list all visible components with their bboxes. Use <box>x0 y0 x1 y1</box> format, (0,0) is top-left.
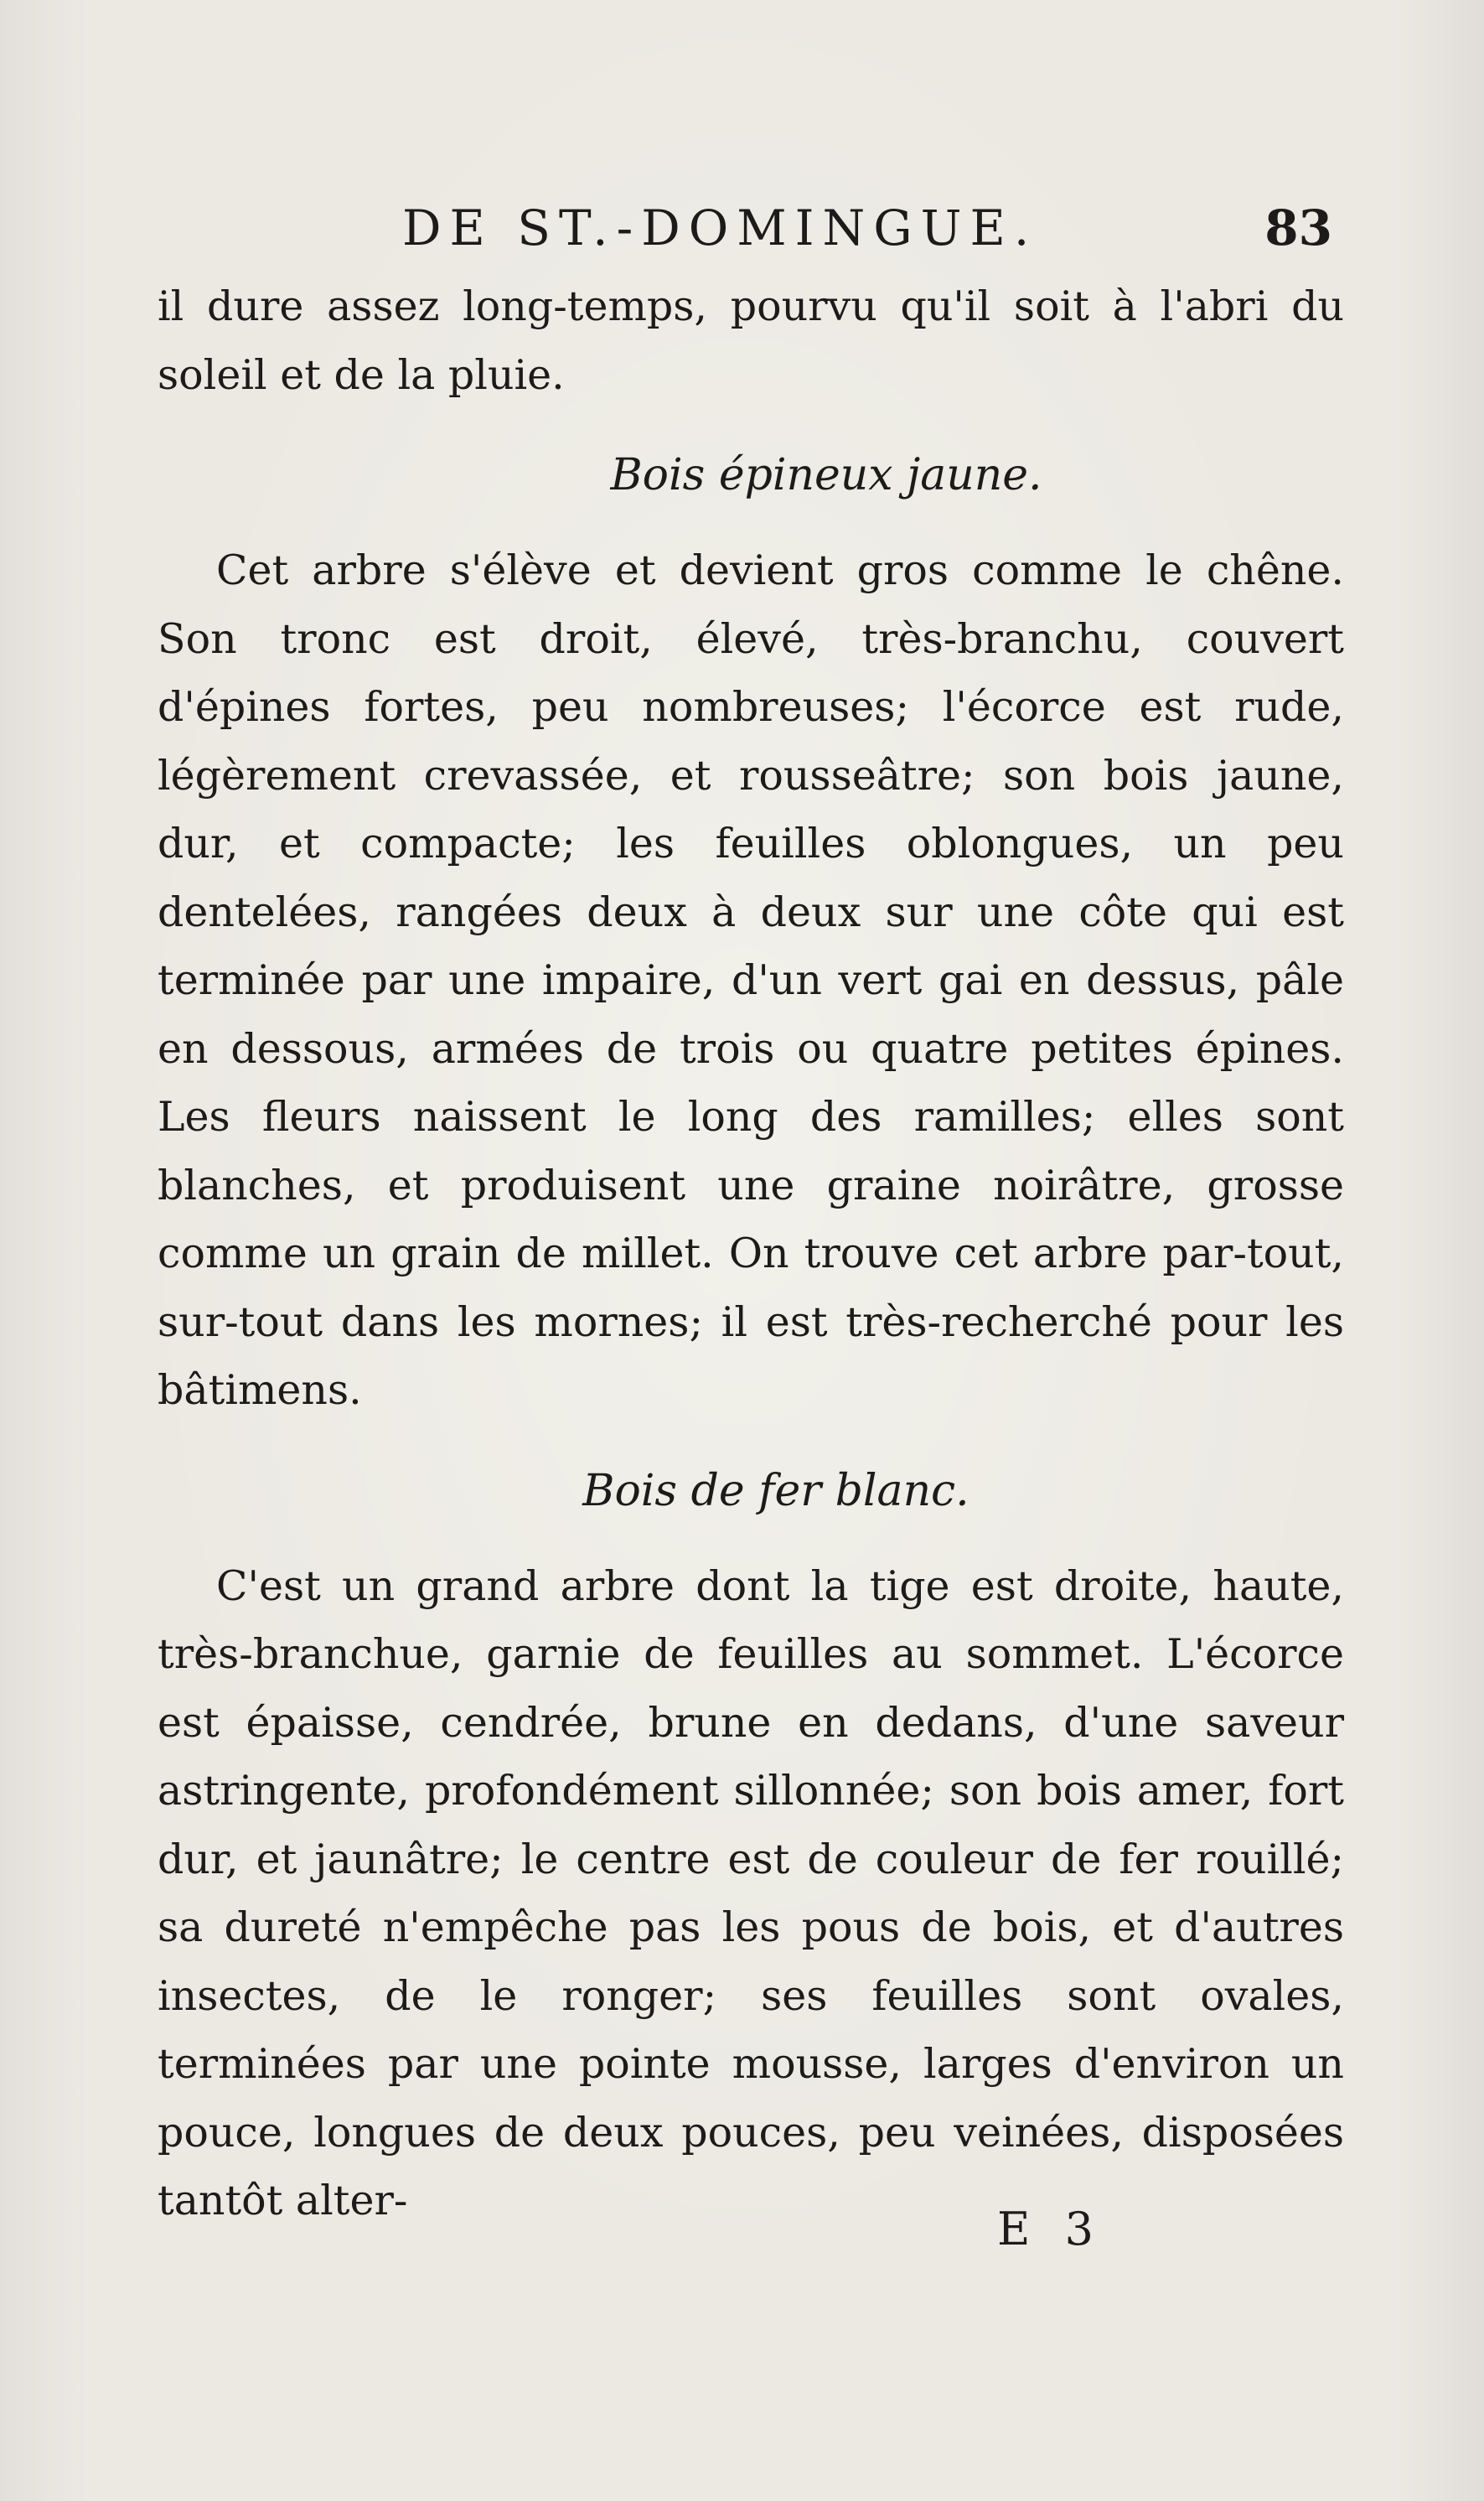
signature-mark: E 3 <box>997 2203 1104 2255</box>
page-header <box>159 199 1332 267</box>
section-paragraph: C'est un grand arbre dont la tige est droite, haute, très-branchue, garnie de feuilles au sommet. L'écorce est épaisse, cendrée, brune en dedans, d'une saveur astringente, profondément sillonnée; son bois amer, fort dur, et jaunâtre; le centre est de couleur de fer rouillé; sa dureté n'empêche pas les pous de bois, et d'autres insectes, de le ronger; ses feuilles sont ovales, terminées par une pointe mousse, larges d'environ un pouce, longues de deux pouces, peu veinées, disposées tantôt alter- <box>158 1561 1344 2224</box>
section-heading: Bois épineux jaune. <box>610 450 1042 500</box>
continuation-paragraph: il dure assez long-temps, pourvu qu'il soit à l'abri du soleil et de la pluie. <box>158 282 1344 399</box>
text-block <box>158 272 1344 2235</box>
running-head: DE ST.-DOMINGUE. <box>402 199 1038 256</box>
section-paragraph: Cet arbre s'élève et devient gros comme le chêne. Son tronc est droit, élevé, très-branchu, couvert d'épines fortes, peu nombreuses; l'écorce est rude, légèrement crevassée, et rousseâtre; son bois jaune, dur, et compacte; les feuilles oblongues, un peu dentelées, rangées deux à deux sur une côte qui est terminée par une impaire, d'un vert gai en dessus, pâle en dessous, armées de trois ou quatre petites épines. Les fleurs naissent le long des ramilles; elles sont blanches, et produisent une graine noirâtre, grosse comme un grain de millet. On trouve cet arbre par-tout, sur-tout dans les mornes; il est très-recherché pour les bâtimens. <box>158 546 1344 1414</box>
section-heading: Bois de fer blanc. <box>582 1465 970 1516</box>
page-number: 83 <box>1264 199 1332 256</box>
